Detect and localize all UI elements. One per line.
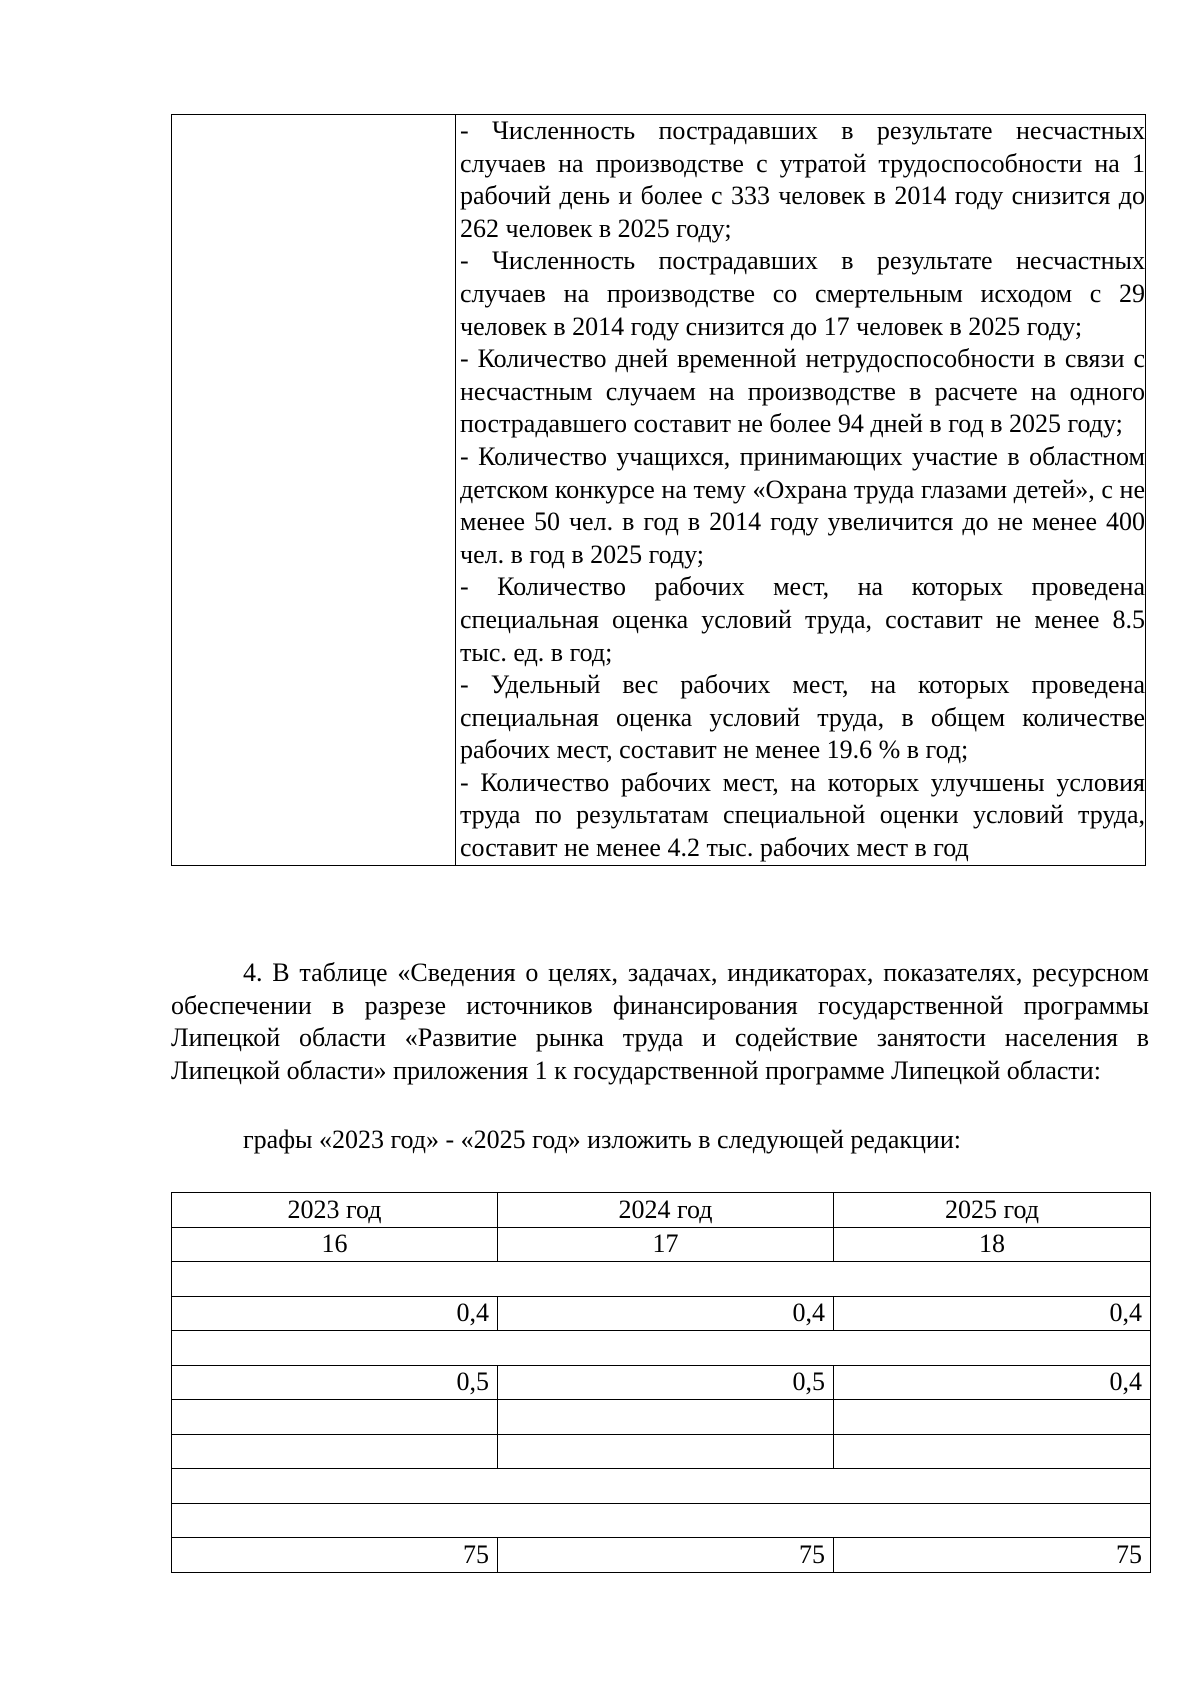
result-item: - Количество учащихся, принимающих участие в областном детском конкурсе на тему «Охрана труда глазами детей», с не менее 50 чел. в год в 2014 году увеличится до не менее 400 чел. в год в 2025 году; bbox=[460, 441, 1145, 569]
column-number-cell: 16 bbox=[172, 1227, 498, 1262]
empty-merged-cell bbox=[172, 1262, 1151, 1297]
table-row bbox=[172, 1296, 1151, 1331]
header-cell: 2024 год bbox=[498, 1193, 834, 1228]
table-row bbox=[172, 1400, 1151, 1435]
result-item: - Удельный вес рабочих мест, на которых проведена специальная оценка условий труда, в общем количестве рабочих мест, составит не менее 19.6 % в год; bbox=[460, 670, 1145, 765]
empty-merged-cell bbox=[172, 1503, 1151, 1538]
value-cell: 75 bbox=[498, 1538, 834, 1573]
table-row bbox=[172, 1331, 1151, 1366]
result-item: - Количество дней временной нетрудоспособности в связи с несчастным случаем на производстве в расчете на одного пострадавшего составит не более 94 дней в год в 2025 году; bbox=[460, 344, 1145, 439]
header-cell: 2023 год bbox=[172, 1193, 498, 1228]
amendment-instruction: графы «2023 год» - «2025 год» изложить в следующей редакции: bbox=[243, 1125, 961, 1154]
result-item: - Численность пострадавших в результате несчастных случаев на производстве со смертельным исходом с 29 человек в 2014 году снизится до 17 человек в 2025 году; bbox=[460, 246, 1145, 341]
value-cell: 0,5 bbox=[172, 1365, 498, 1400]
value-cell: 0,5 bbox=[498, 1365, 834, 1400]
empty-cell bbox=[172, 1434, 498, 1469]
result-item: - Численность пострадавших в результате несчастных случаев на производстве с утратой трудоспособности на 1 рабочий день и более с 333 человек в 2014 году снизится до 262 человек в 2025 году; bbox=[460, 116, 1145, 243]
table-row bbox=[172, 1538, 1151, 1573]
column-number-cell: 17 bbox=[498, 1227, 834, 1262]
table-row bbox=[172, 1262, 1151, 1297]
empty-cell bbox=[834, 1434, 1151, 1469]
value-cell: 0,4 bbox=[498, 1296, 834, 1331]
header-cell: 2025 год bbox=[834, 1193, 1151, 1228]
years-table bbox=[171, 1192, 1151, 1573]
expected-results-cell bbox=[456, 115, 1146, 866]
value-cell: 0,4 bbox=[172, 1296, 498, 1331]
indicators-table bbox=[171, 114, 1146, 866]
column-number-cell: 18 bbox=[834, 1227, 1151, 1262]
table-row bbox=[172, 1227, 1151, 1262]
empty-left-cell bbox=[172, 115, 456, 866]
table-row bbox=[172, 1503, 1151, 1538]
amendment-paragraph: 4. В таблице «Сведения о целях, задачах, индикаторах, показателях, ресурсном обеспечении в разрезе источников финансирования государственной программы Липецкой области «Развитие рынка труда и содействие занятости населения в Липецкой области» приложения 1 к государственной программе Липецкой области: bbox=[171, 958, 1149, 1085]
table-row bbox=[172, 115, 1146, 866]
result-item: - Количество рабочих мест, на которых проведена специальная оценка условий труда, составит не менее 8.5 тыс. ед. в год; bbox=[460, 572, 1145, 667]
empty-merged-cell bbox=[172, 1331, 1151, 1366]
empty-cell bbox=[498, 1434, 834, 1469]
empty-merged-cell bbox=[172, 1469, 1151, 1504]
value-cell: 75 bbox=[834, 1538, 1151, 1573]
table-row bbox=[172, 1193, 1151, 1228]
empty-cell bbox=[834, 1400, 1151, 1435]
value-cell: 0,4 bbox=[834, 1296, 1151, 1331]
empty-cell bbox=[498, 1400, 834, 1435]
table-row bbox=[172, 1434, 1151, 1469]
result-item: - Количество рабочих мест, на которых улучшены условия труда по результатам специальной оценки условий труда, составит не менее 4.2 тыс. рабочих мест в год bbox=[460, 767, 1145, 863]
table-row bbox=[172, 1469, 1151, 1504]
value-cell: 75 bbox=[172, 1538, 498, 1573]
empty-cell bbox=[172, 1400, 498, 1435]
table-row bbox=[172, 1365, 1151, 1400]
value-cell: 0,4 bbox=[834, 1365, 1151, 1400]
